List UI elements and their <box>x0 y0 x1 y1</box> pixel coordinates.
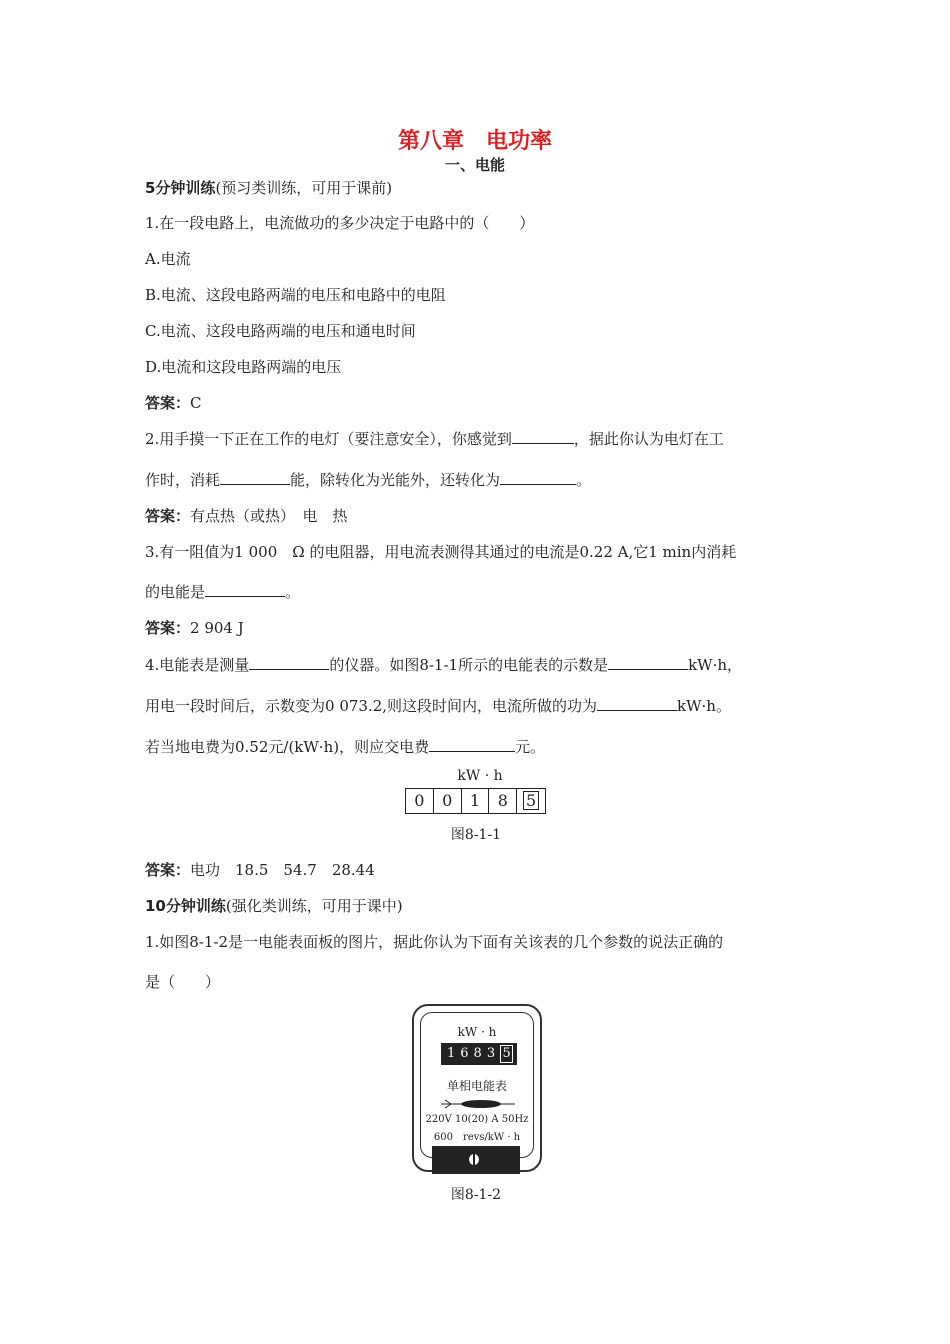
section-heading-note: (预习类训练，可用于课前) <box>215 179 393 197</box>
chapter-title: 第八章 电功率 <box>397 129 552 154</box>
meter-decimal-digit <box>517 789 545 813</box>
meter-spec-rating: 220V 10(20) A 50Hz <box>425 1114 529 1125</box>
meter-terminal-base <box>432 1146 520 1174</box>
meter-panel <box>420 1012 534 1158</box>
meter-digit: 8 <box>489 789 517 813</box>
q2-text-d: 能，除转化为光能外，还转化为 <box>290 471 501 489</box>
option-d: D.电流和这段电路两端的电压 <box>145 358 342 376</box>
option-b: B.电流、这段电路两端的电压和电路中的电阻 <box>145 286 446 304</box>
lesson-title: 一、电能 <box>444 156 505 174</box>
question-2-line-1 <box>145 429 724 449</box>
answer-label: 答案： <box>145 394 191 412</box>
section-heading-10min <box>145 896 403 916</box>
answer-value: 2 904 J <box>190 619 244 637</box>
question-4-line-1 <box>145 655 742 675</box>
answer-4 <box>145 860 375 880</box>
meter-name: 单相电能表 <box>446 1079 507 1093</box>
answer-3 <box>145 618 244 638</box>
answer-value: 电功 18.5 54.7 28.44 <box>190 861 375 879</box>
meter-digit: 0 <box>434 789 462 813</box>
q4-text-d: 用电一段时间后，示数变为0 073.2,则这段时间内，电流所做的功为 <box>145 697 598 715</box>
question-s2-1-line-2: 是（ ） <box>145 973 221 991</box>
answer-label: 答案： <box>145 861 191 879</box>
answer-2 <box>145 506 348 526</box>
answer-label: 答案： <box>145 619 191 637</box>
answer-blank <box>500 470 576 485</box>
section-heading-5min <box>145 178 392 198</box>
meter-spec-revs: 600 revs/kW · h <box>433 1132 521 1143</box>
section-heading-bold: 5分钟训练 <box>145 179 216 197</box>
question-3-line-1: 3.有一阻值为1 000 Ω 的电阻器，用电流表测得其通过的电流是0.22 A,它1 min内消耗 <box>145 543 737 561</box>
question-1-text: 1.在一段电路上，电流做功的多少决定于电路中的（ ） <box>145 214 535 232</box>
answer-blank <box>512 429 574 444</box>
meter-digits <box>405 788 546 814</box>
answer-blank <box>597 696 677 711</box>
meter-reading-decimal: 5 <box>500 1045 513 1063</box>
answer-label: 答案： <box>145 507 191 525</box>
meter-reading-figure <box>405 768 545 814</box>
answer-value: C <box>190 394 202 412</box>
answer-value: 有点热（或热） 电 热 <box>190 507 348 525</box>
question-4-line-2 <box>145 696 731 716</box>
rotating-disc-icon <box>441 1099 515 1109</box>
q4-text-c: kW·h， <box>688 656 743 674</box>
meter-digit-boxed: 5 <box>523 791 539 810</box>
figure-caption: 图8-1-2 <box>450 1187 502 1203</box>
meter-unit-label: kW · h <box>457 768 503 784</box>
section-heading-note: (强化类训练，可用于课中) <box>225 897 403 915</box>
q2-text-a: 2.用手摸一下正在工作的电灯（要注意安全），你感觉到 <box>145 430 512 448</box>
answer-blank <box>608 655 688 670</box>
q3-text-b: 。 <box>285 583 301 601</box>
answer-blank <box>205 582 285 597</box>
question-3-line-2 <box>145 582 300 602</box>
q2-text-c: 作时，消耗 <box>145 471 221 489</box>
answer-1 <box>145 393 202 413</box>
q2-text-e: 。 <box>576 471 592 489</box>
section-heading-bold: 10分钟训练 <box>145 897 226 915</box>
q3-text-a: 的电能是 <box>145 583 206 601</box>
meter-unit-label: kW · h <box>457 1025 497 1039</box>
figure-caption: 图8-1-1 <box>450 827 502 843</box>
meter-digit: 1 <box>462 789 490 813</box>
question-2-line-2 <box>145 470 591 490</box>
question-4-line-3 <box>145 737 545 757</box>
meter-reading-digits: 1683 <box>447 1046 501 1061</box>
q4-text-f: 若当地电费为0.52元/(kW·h)，则应交电费 <box>145 738 430 756</box>
option-a: A.电流 <box>145 250 191 268</box>
q4-text-b: 的仪器。如图8-1-1所示的电能表的示数是 <box>329 656 609 674</box>
q4-text-g: 元。 <box>515 738 546 756</box>
q4-text-e: kW·h。 <box>677 697 731 715</box>
answer-blank <box>249 655 329 670</box>
option-c: C.电流、这段电路两端的电压和通电时间 <box>145 322 416 340</box>
q2-text-b: ，据此你认为电灯在工 <box>573 430 724 448</box>
q4-text-a: 4.电能表是测量 <box>145 656 250 674</box>
answer-blank <box>429 737 515 752</box>
screw-icon <box>469 1154 479 1165</box>
question-s2-1-line-1: 1.如图8-1-2是一电能表面板的图片，据此你认为下面有关该表的几个参数的说法正确的 <box>145 933 724 951</box>
answer-blank <box>220 470 290 485</box>
meter-digit: 0 <box>406 789 434 813</box>
meter-reading-display <box>441 1043 517 1065</box>
